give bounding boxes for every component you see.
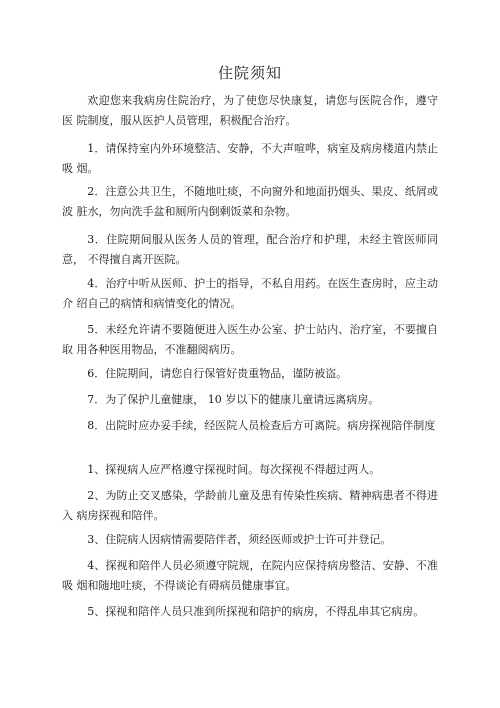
intro-paragraph: 欢迎您来我病房住院治疗，为了使您尽快康复，请您与医院合作，遵守医 院制度，服从医护人员管理，积极配合治疗。 xyxy=(62,94,438,127)
visit-rule-2-paragraph: 2、为防止交叉感染，学龄前儿童及患有传染性疾病、精神病患者不得进入 病房探视和陪伴。 xyxy=(62,489,438,522)
rule-1-paragraph: 1．请保持室内外环境整洁、安静，不大声喧哗，病室及病房楼道内禁止吸 烟。 xyxy=(62,142,438,175)
rule-6-paragraph: 6．住院期间，请您自行保管好贵重物品，谨防被盗。 xyxy=(87,367,348,380)
visit-rule-4-paragraph: 4、探视和陪伴人员必须遵守院规，在院内应保持病房整洁、安静、不准吸 烟和随地吐痰，不得谈论有碍病员健康事宜。 xyxy=(62,559,438,592)
rule-4-paragraph: 4．治疗中听从医师、护士的指导，不私自用药。在医生查房时，应主动介 绍自己的病情和病情变化的情况。 xyxy=(62,277,438,310)
rule-8-paragraph: 8．出院时应办妥手续，经医院人员检查后方可离院。病房探视陪伴制度 xyxy=(87,419,436,432)
visit-rule-5-paragraph: 5、探视和陪伴人员只准到所探视和陪护的病房，不得乱串其它病房。 xyxy=(87,605,425,618)
rule-2-paragraph: 2．注意公共卫生，不随地吐痰，不向窗外和地面扔烟头、果皮、纸屑或波 脏水，勿向洗手盆和厕所内倒剩饭菜和杂物。 xyxy=(62,185,438,218)
document-title: 住院须知 xyxy=(217,64,282,82)
rule-5-paragraph: 5．未经允许请不要随便进入医生办公室、护士站内、治疗室，不要擅自取 用各种医用物品，不准翻阅病历。 xyxy=(62,323,438,356)
visit-rule-1-paragraph: 1、探视病人应严格遵守探视时间。每次探视不得超过两人。 xyxy=(87,463,381,476)
visit-rule-3-paragraph: 3、住院病人因病情需要陪伴者，须经医师或护士许可并登记。 xyxy=(87,533,392,546)
rule-3-paragraph: 3．住院期间服从医务人员的管理，配合治疗和护理，未经主管医师同意， 不得擅自离开医院。 xyxy=(62,233,438,266)
rule-7-paragraph: 7．为了保护儿童健康， 10 岁以下的健康儿童请远离病房。 xyxy=(87,393,380,406)
